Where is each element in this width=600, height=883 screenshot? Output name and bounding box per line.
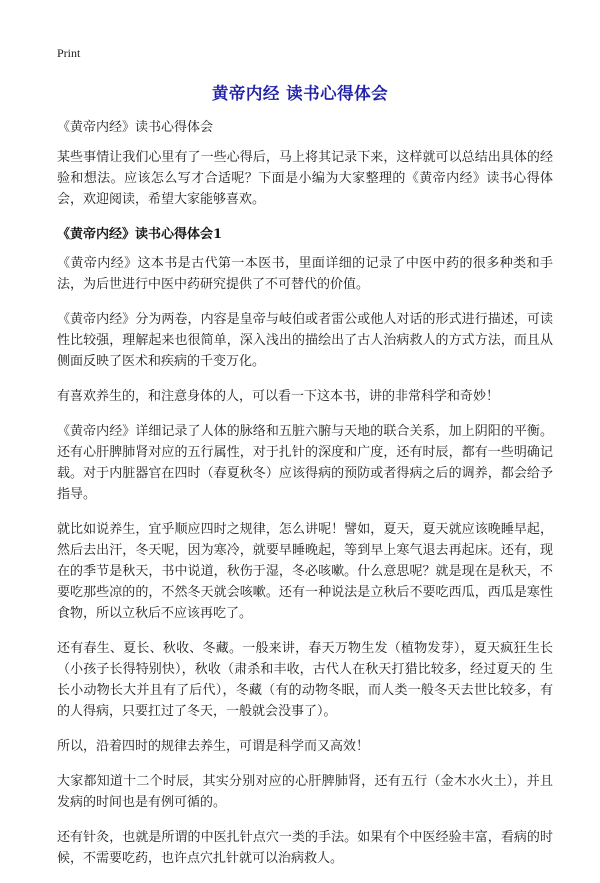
page-title: 黄帝内经 读书心得体会 — [211, 84, 389, 103]
document-body — [57, 117, 553, 883]
paragraph-6: 还有春生、夏长、秋收、冬藏。一般来讲，春天万物生发（植物发芽），夏天疯狂生长（小孩子长得特别快），秋收（肃杀和丰收，古代人在秋天打猎比较多，经过夏天的 生长小动物长大并且有了后代），冬藏（有的动物冬眠，而人类一般冬天去世比较多，有的人得病，只要扛过了冬天，一般就会没事了）。 — [57, 641, 553, 719]
paragraph-7: 所以，沿着四时的规律去养生，可谓是科学而又高效！ — [57, 739, 370, 754]
intro-paragraph: 某些事情让我们心里有了一些心得后，马上将其记录下来，这样就可以总结出具体的经验和想法。应该怎么写才合适呢？下面是小编为大家整理的《黄帝内经》读书心得体会，欢迎阅读，希望大家能够喜欢。 — [57, 150, 553, 207]
paragraph-5: 就比如说养生，宜乎顺应四时之规律，怎么讲呢！譬如，夏天，夏天就应该晚睡早起，然后去出汗，冬天呢，因为寒冷，就要早睡晚起，等到早上寒气退去再起床。还有，现在的季节是秋天，书中说道，秋伤于湿，冬必咳嗽。什么意思呢？就是现在是秋天，不要吃那些凉的的，不然冬天就会咳嗽。还有一种说法是立秋后不要吃西瓜，西瓜是寒性食物，所以立秋后不应该再吃了。 — [57, 522, 553, 621]
section-heading: 《黄帝内经》读书心得体会1 — [57, 227, 223, 242]
paragraph-8: 大家都知道十二个时辰，其实分别对应的心肝脾肺肾，还有五行（金木水火土），并且发病的时间也是有例可循的。 — [57, 774, 553, 810]
paragraph-1: 《黄帝内经》这本书是古代第一本医书，里面详细的记录了中医中药的很多种类和手法，为后世进行中医中药研究提供了不可替代的价值。 — [57, 256, 553, 292]
paragraph-3: 有喜欢养生的，和注意身体的人，可以看一下这本书，讲的非常科学和奇妙！ — [57, 389, 500, 404]
paragraph-9: 还有针灸，也就是所谓的中医扎针点穴一类的手法。如果有个中医经验丰富，看病的时候，不需要吃药，也许点穴扎针就可以治病救人。 — [57, 830, 553, 866]
document-subtitle: 《黄帝内经》读书心得体会 — [57, 120, 214, 135]
paragraph-4: 《黄帝内经》详细记录了人体的脉络和五脏六腑与天地的联合关系，加上阴阳的平衡。还有心肝脾肺肾对应的五行属性，对于扎针的深度和广度，还有时辰，都有一些明确记载。对于内脏器官在四时（春夏秋冬）应该得病的预防或者得病之后的调养，都会给予指导。 — [57, 424, 553, 502]
paragraph-2: 《黄帝内经》分为两卷，内容是皇帝与岐伯或者雷公或他人对话的形式进行描述，可读性比较强，理解起来也很简单，深入浅出的描绘出了古人治病救人的方式方法，而且从侧面反映了医术和疾病的千变万化。 — [57, 312, 553, 369]
print-label[interactable]: Print — [57, 46, 81, 60]
